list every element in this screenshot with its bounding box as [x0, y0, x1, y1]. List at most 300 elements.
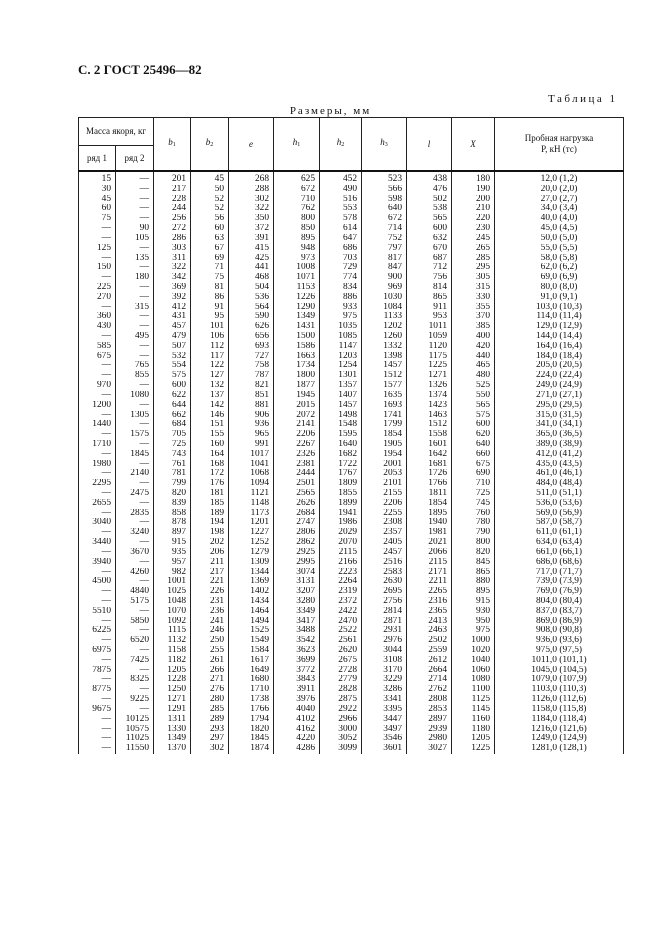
- cell-b1: 431: [154, 312, 191, 322]
- cell-b1: 839: [154, 499, 191, 509]
- cell-b1: 761: [154, 460, 191, 470]
- cell-row1: —: [79, 234, 116, 244]
- cell-load: 717,0 (71,7): [495, 568, 624, 578]
- cell-h2: 2070: [320, 538, 362, 548]
- cell-h3: 1133: [362, 312, 407, 322]
- cell-h1: 1349: [274, 312, 320, 322]
- cell-row1: 150: [79, 263, 116, 273]
- cell-row2: 10125: [116, 715, 154, 725]
- cell-h3: 3170: [362, 666, 407, 676]
- cell-b1: 1250: [154, 685, 191, 695]
- cell-load: 908,0 (90,8): [495, 626, 624, 636]
- cell-load: 569,0 (56,9): [495, 509, 624, 519]
- cell-b1: 201: [154, 171, 191, 185]
- cell-e: 1494: [229, 617, 274, 627]
- cell-row1: 3040: [79, 518, 116, 528]
- cell-row2: —: [116, 499, 154, 509]
- table-row: [79, 685, 624, 695]
- cell-h2: 2372: [320, 597, 362, 607]
- cell-b1: 507: [154, 342, 191, 352]
- cell-load: 837,0 (83,7): [495, 607, 624, 617]
- cell-e: 1369: [229, 577, 274, 587]
- cell-b2: 81: [191, 283, 229, 293]
- cell-x: 180: [452, 171, 495, 185]
- cell-h1: 850: [274, 224, 320, 234]
- cell-e: 468: [229, 273, 274, 283]
- cell-l: 953: [407, 312, 452, 322]
- table-row: [79, 460, 624, 470]
- cell-e: 851: [229, 391, 274, 401]
- cell-x: 315: [452, 283, 495, 293]
- cell-h1: 4286: [274, 744, 320, 754]
- cell-l: 2413: [407, 617, 452, 627]
- cell-h3: 2516: [362, 558, 407, 568]
- cell-b1: 1070: [154, 607, 191, 617]
- cell-l: 2612: [407, 656, 452, 666]
- cell-load: 1079,0 (107,9): [495, 675, 624, 685]
- cell-h3: 2814: [362, 607, 407, 617]
- cell-h3: 1577: [362, 381, 407, 391]
- cell-h1: 3699: [274, 656, 320, 666]
- cell-b1: 1158: [154, 646, 191, 656]
- cell-load: 249,0 (24,9): [495, 381, 624, 391]
- cell-h3: 1332: [362, 342, 407, 352]
- cell-l: 1463: [407, 411, 452, 421]
- cell-h3: 1854: [362, 430, 407, 440]
- cell-h1: 2206: [274, 430, 320, 440]
- cell-x: 220: [452, 214, 495, 224]
- cell-row1: —: [79, 469, 116, 479]
- cell-b1: 820: [154, 489, 191, 499]
- table-row: [79, 450, 624, 460]
- cell-h3: 3044: [362, 646, 407, 656]
- table-row: [79, 391, 624, 401]
- table-row: [79, 499, 624, 509]
- cell-load: 58,0 (5,8): [495, 254, 624, 264]
- cell-h2: 729: [320, 263, 362, 273]
- cell-l: 2365: [407, 607, 452, 617]
- cell-b2: 198: [191, 528, 229, 538]
- cell-h1: 2381: [274, 460, 320, 470]
- cell-row2: —: [116, 558, 154, 568]
- cell-h3: 3601: [362, 744, 407, 754]
- cell-h3: 969: [362, 283, 407, 293]
- cell-b2: 52: [191, 204, 229, 214]
- cell-h2: 2561: [320, 636, 362, 646]
- cell-h3: 1954: [362, 450, 407, 460]
- cell-h1: 3772: [274, 666, 320, 676]
- cell-load: 435,0 (43,5): [495, 460, 624, 470]
- cell-b1: 781: [154, 469, 191, 479]
- cell-b2: 189: [191, 509, 229, 519]
- cell-h3: 3229: [362, 675, 407, 685]
- cell-h2: 933: [320, 303, 362, 313]
- header-h2: $h_2$: [320, 118, 362, 172]
- table-row: [79, 204, 624, 214]
- cell-b2: 132: [191, 381, 229, 391]
- cell-h3: 2255: [362, 509, 407, 519]
- cell-b2: 293: [191, 725, 229, 735]
- cell-l: 756: [407, 273, 452, 283]
- cell-row2: 3240: [116, 528, 154, 538]
- cell-h1: 1153: [274, 283, 320, 293]
- cell-h3: 1635: [362, 391, 407, 401]
- cell-x: 600: [452, 420, 495, 430]
- cell-load: 587,0 (58,7): [495, 518, 624, 528]
- cell-l: 1766: [407, 479, 452, 489]
- cell-row1: —: [79, 509, 116, 519]
- cell-row1: —: [79, 361, 116, 371]
- cell-h3: 1741: [362, 411, 407, 421]
- cell-b1: 303: [154, 244, 191, 254]
- cell-h2: 2029: [320, 528, 362, 538]
- cell-row1: —: [79, 636, 116, 646]
- cell-b1: 1349: [154, 734, 191, 744]
- cell-row1: —: [79, 744, 116, 754]
- units-caption: Размеры, мм: [289, 105, 372, 117]
- cell-h1: 2015: [274, 401, 320, 411]
- cell-load: 45,0 (4,5): [495, 224, 624, 234]
- cell-h3: 2457: [362, 548, 407, 558]
- cell-b1: 256: [154, 214, 191, 224]
- cell-h2: 2828: [320, 685, 362, 695]
- cell-h3: 566: [362, 185, 407, 195]
- cell-e: 1820: [229, 725, 274, 735]
- cell-l: 1225: [407, 361, 452, 371]
- cell-row1: 2295: [79, 479, 116, 489]
- cell-x: 710: [452, 479, 495, 489]
- cell-h2: 452: [320, 171, 362, 185]
- cell-e: 268: [229, 171, 274, 185]
- cell-h1: 1500: [274, 332, 320, 342]
- cell-b2: 266: [191, 666, 229, 676]
- cell-h3: 640: [362, 204, 407, 214]
- cell-e: 965: [229, 430, 274, 440]
- cell-x: 230: [452, 224, 495, 234]
- cell-h2: 703: [320, 254, 362, 264]
- cell-e: 1874: [229, 744, 274, 754]
- cell-b1: 244: [154, 204, 191, 214]
- cell-h1: 2995: [274, 558, 320, 568]
- cell-load: 1126,0 (112,6): [495, 695, 624, 705]
- cell-row2: —: [116, 440, 154, 450]
- cell-h2: 2166: [320, 558, 362, 568]
- cell-h2: 1548: [320, 420, 362, 430]
- cell-h3: 2931: [362, 626, 407, 636]
- table-row: [79, 518, 624, 528]
- cell-row2: —: [116, 322, 154, 332]
- cell-row1: 30: [79, 185, 116, 195]
- cell-row1: 4500: [79, 577, 116, 587]
- table-row: [79, 293, 624, 303]
- cell-h1: 2862: [274, 538, 320, 548]
- table-row: [79, 420, 624, 430]
- cell-h1: 625: [274, 171, 320, 185]
- cell-h2: 886: [320, 293, 362, 303]
- cell-b2: 255: [191, 646, 229, 656]
- cell-load: 511,0 (51,1): [495, 489, 624, 499]
- cell-row2: 9225: [116, 695, 154, 705]
- cell-h1: 1071: [274, 273, 320, 283]
- cell-load: 91,0 (9,1): [495, 293, 624, 303]
- cell-h3: 2695: [362, 587, 407, 597]
- cell-x: 400: [452, 332, 495, 342]
- cell-l: 2265: [407, 587, 452, 597]
- cell-row1: 270: [79, 293, 116, 303]
- cell-h3: 847: [362, 263, 407, 273]
- cell-l: 1981: [407, 528, 452, 538]
- cell-h1: 2072: [274, 411, 320, 421]
- cell-load: 804,0 (80,4): [495, 597, 624, 607]
- cell-b2: 106: [191, 332, 229, 342]
- cell-h1: 4102: [274, 715, 320, 725]
- cell-h3: 1512: [362, 371, 407, 381]
- header-b2: $b_2$: [191, 118, 229, 172]
- cell-x: 745: [452, 499, 495, 509]
- cell-e: 787: [229, 371, 274, 381]
- cell-h3: 1693: [362, 401, 407, 411]
- table-row: [79, 607, 624, 617]
- cell-load: 1103,0 (110,3): [495, 685, 624, 695]
- cell-b2: 217: [191, 568, 229, 578]
- cell-l: 2171: [407, 568, 452, 578]
- cell-x: 930: [452, 607, 495, 617]
- cell-e: 564: [229, 303, 274, 313]
- table-row: [79, 577, 624, 587]
- cell-h2: 774: [320, 273, 362, 283]
- table-row: [79, 636, 624, 646]
- cell-row1: 225: [79, 283, 116, 293]
- table-row: [79, 509, 624, 519]
- cell-b2: 172: [191, 469, 229, 479]
- cell-x: 385: [452, 322, 495, 332]
- cell-x: 1125: [452, 695, 495, 705]
- cell-b1: 1311: [154, 715, 191, 725]
- cell-h3: 2357: [362, 528, 407, 538]
- cell-load: 129,0 (12,9): [495, 322, 624, 332]
- cell-row1: 7875: [79, 666, 116, 676]
- cell-e: 1201: [229, 518, 274, 528]
- cell-e: 1617: [229, 656, 274, 666]
- cell-h1: 1431: [274, 322, 320, 332]
- cell-h1: 4040: [274, 705, 320, 715]
- table-row: [79, 695, 624, 705]
- cell-load: 80,0 (8,0): [495, 283, 624, 293]
- cell-row2: 8325: [116, 675, 154, 685]
- cell-b1: 1291: [154, 705, 191, 715]
- cell-h3: 2053: [362, 469, 407, 479]
- cell-l: 502: [407, 195, 452, 205]
- cell-x: 480: [452, 371, 495, 381]
- cell-x: 575: [452, 411, 495, 421]
- cell-l: 2808: [407, 695, 452, 705]
- cell-row2: —: [116, 460, 154, 470]
- header-row2: ряд 2: [116, 146, 154, 172]
- cell-l: 1726: [407, 469, 452, 479]
- cell-b2: 52: [191, 195, 229, 205]
- table-title: Таблица 1: [548, 93, 618, 105]
- cell-row2: —: [116, 420, 154, 430]
- cell-l: 1120: [407, 342, 452, 352]
- cell-x: 760: [452, 509, 495, 519]
- cell-h2: 1301: [320, 371, 362, 381]
- cell-e: 1279: [229, 548, 274, 558]
- cell-x: 675: [452, 460, 495, 470]
- cell-b1: 684: [154, 420, 191, 430]
- cell-l: 3027: [407, 744, 452, 754]
- cell-h2: 2675: [320, 656, 362, 666]
- cell-e: 425: [229, 254, 274, 264]
- cell-row1: 45: [79, 195, 116, 205]
- cell-row2: —: [116, 626, 154, 636]
- cell-h3: 3341: [362, 695, 407, 705]
- cell-x: 210: [452, 204, 495, 214]
- cell-h2: 2319: [320, 587, 362, 597]
- cell-b2: 122: [191, 361, 229, 371]
- cell-load: 389,0 (38,9): [495, 440, 624, 450]
- cell-e: 322: [229, 204, 274, 214]
- header-b1: $b_1$: [154, 118, 191, 172]
- cell-l: 2463: [407, 626, 452, 636]
- cell-row1: —: [79, 617, 116, 627]
- cell-b2: 231: [191, 597, 229, 607]
- cell-row1: 5510: [79, 607, 116, 617]
- cell-row1: 6975: [79, 646, 116, 656]
- cell-row2: —: [116, 244, 154, 254]
- cell-h3: 1030: [362, 293, 407, 303]
- cell-h2: 1595: [320, 430, 362, 440]
- cell-e: 536: [229, 293, 274, 303]
- cell-h2: 1457: [320, 401, 362, 411]
- cell-x: 1080: [452, 675, 495, 685]
- cell-l: 1374: [407, 391, 452, 401]
- table-row: [79, 479, 624, 489]
- cell-l: 1423: [407, 401, 452, 411]
- cell-row1: 585: [79, 342, 116, 352]
- cell-l: 2021: [407, 538, 452, 548]
- cell-e: 1525: [229, 626, 274, 636]
- cell-row2: —: [116, 283, 154, 293]
- cell-row2: —: [116, 195, 154, 205]
- cell-b1: 1330: [154, 725, 191, 735]
- cell-b1: 272: [154, 224, 191, 234]
- cell-x: 245: [452, 234, 495, 244]
- cell-row2: 2475: [116, 489, 154, 499]
- cell-l: 438: [407, 171, 452, 185]
- cell-row1: —: [79, 489, 116, 499]
- cell-row2: —: [116, 171, 154, 185]
- cell-row2: 2140: [116, 469, 154, 479]
- cell-x: 370: [452, 312, 495, 322]
- cell-x: 1145: [452, 705, 495, 715]
- cell-x: 820: [452, 548, 495, 558]
- cell-b1: 322: [154, 263, 191, 273]
- cell-h2: 3099: [320, 744, 362, 754]
- cell-h3: 2871: [362, 617, 407, 627]
- cell-load: 40,0 (4,0): [495, 214, 624, 224]
- cell-b1: 915: [154, 538, 191, 548]
- cell-h2: 647: [320, 234, 362, 244]
- cell-b2: 185: [191, 499, 229, 509]
- cell-h2: 2779: [320, 675, 362, 685]
- cell-load: 739,0 (73,9): [495, 577, 624, 587]
- cell-h2: 1899: [320, 499, 362, 509]
- table-row: [79, 411, 624, 421]
- cell-row1: —: [79, 568, 116, 578]
- cell-l: 2980: [407, 734, 452, 744]
- cell-row2: 2835: [116, 509, 154, 519]
- cell-row2: —: [116, 204, 154, 214]
- cell-e: 1584: [229, 646, 274, 656]
- cell-row1: —: [79, 725, 116, 735]
- cell-row1: —: [79, 450, 116, 460]
- cell-h3: 2155: [362, 489, 407, 499]
- cell-b2: 155: [191, 430, 229, 440]
- cell-load: 164,0 (16,4): [495, 342, 624, 352]
- cell-l: 1512: [407, 420, 452, 430]
- cell-load: 12,0 (1,2): [495, 171, 624, 185]
- cell-e: 590: [229, 312, 274, 322]
- cell-load: 224,0 (22,4): [495, 371, 624, 381]
- cell-h3: 1457: [362, 361, 407, 371]
- cell-x: 200: [452, 195, 495, 205]
- cell-l: 1895: [407, 509, 452, 519]
- cell-h3: 1905: [362, 440, 407, 450]
- cell-e: 626: [229, 322, 274, 332]
- cell-row1: 1980: [79, 460, 116, 470]
- cell-h2: 553: [320, 204, 362, 214]
- cell-row2: —: [116, 538, 154, 548]
- cell-h2: 1203: [320, 352, 362, 362]
- cell-l: 1601: [407, 440, 452, 450]
- cell-h1: 895: [274, 234, 320, 244]
- cell-row1: —: [79, 675, 116, 685]
- cell-h3: 1799: [362, 420, 407, 430]
- cell-row2: —: [116, 352, 154, 362]
- cell-b2: 75: [191, 273, 229, 283]
- table-row: [79, 440, 624, 450]
- cell-h1: 3488: [274, 626, 320, 636]
- cell-b2: 250: [191, 636, 229, 646]
- cell-b2: 206: [191, 548, 229, 558]
- table-row: [79, 626, 624, 636]
- cell-h1: 672: [274, 185, 320, 195]
- cell-b1: 897: [154, 528, 191, 538]
- cell-l: 670: [407, 244, 452, 254]
- cell-b2: 221: [191, 577, 229, 587]
- cell-e: 1549: [229, 636, 274, 646]
- table-row: [79, 656, 624, 666]
- cell-row1: —: [79, 734, 116, 744]
- cell-row2: —: [116, 479, 154, 489]
- cell-h2: 490: [320, 185, 362, 195]
- cell-h1: 3976: [274, 695, 320, 705]
- cell-l: 2115: [407, 558, 452, 568]
- cell-load: 341,0 (34,1): [495, 420, 624, 430]
- cell-x: 1205: [452, 734, 495, 744]
- cell-b1: 392: [154, 293, 191, 303]
- cell-b2: 142: [191, 401, 229, 411]
- cell-x: 305: [452, 273, 495, 283]
- cell-h2: 1767: [320, 469, 362, 479]
- cell-h1: 762: [274, 204, 320, 214]
- cell-load: 611,0 (61,1): [495, 528, 624, 538]
- cell-load: 55,0 (5,5): [495, 244, 624, 254]
- cell-h2: 578: [320, 214, 362, 224]
- cell-row2: 495: [116, 332, 154, 342]
- cell-row1: 1440: [79, 420, 116, 430]
- cell-x: 660: [452, 450, 495, 460]
